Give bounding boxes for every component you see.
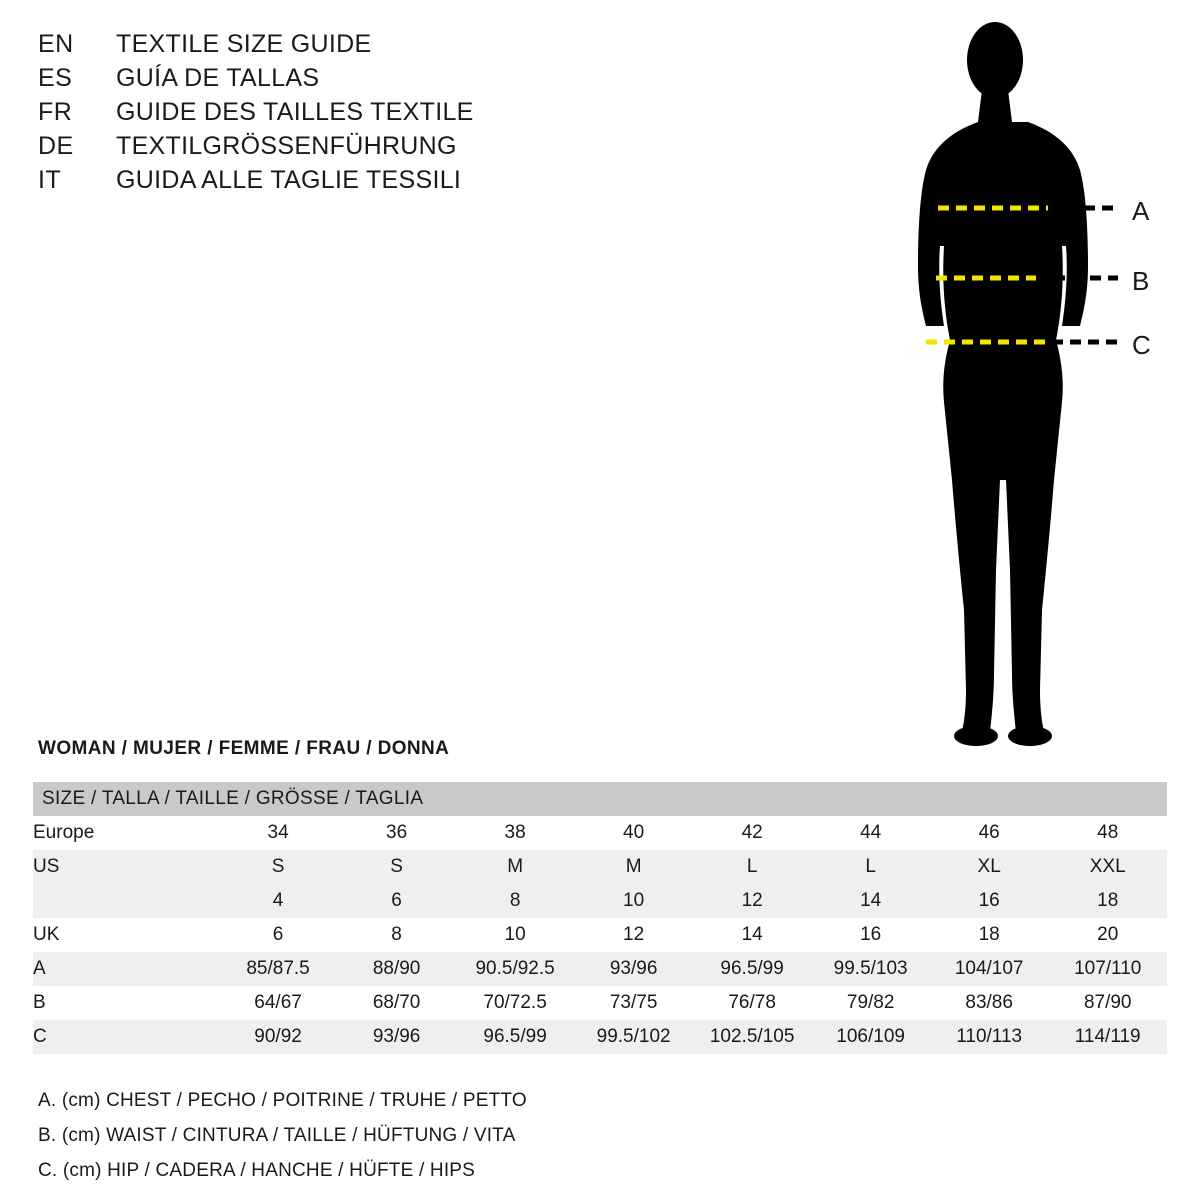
cell: 12 <box>693 884 812 918</box>
cell: 14 <box>811 884 930 918</box>
cell: 64/67 <box>219 986 338 1020</box>
cell: 10 <box>456 918 575 952</box>
language-title: GUIDE DES TAILLES TEXTILE <box>116 98 474 126</box>
cell: 96.5/99 <box>456 1020 575 1054</box>
cell: 93/96 <box>574 952 693 986</box>
cell: 8 <box>456 884 575 918</box>
cell: 44 <box>811 816 930 850</box>
legend-line-c: C. (cm) HIP / CADERA / HANCHE / HÜFTE / HIPS <box>38 1160 476 1181</box>
table-row <box>33 1020 1167 1054</box>
cell: 90.5/92.5 <box>456 952 575 986</box>
cell: S <box>337 850 456 884</box>
cell: 38 <box>456 816 575 850</box>
legend-line-a: A. (cm) CHEST / PECHO / POITRINE / TRUHE / PETTO <box>38 1090 527 1111</box>
cell: L <box>693 850 812 884</box>
measure-letter-b: B <box>1132 266 1150 296</box>
language-header-block <box>38 30 598 200</box>
cell: 36 <box>337 816 456 850</box>
language-code: IT <box>38 166 62 194</box>
language-row <box>38 30 598 59</box>
cell: 83/86 <box>930 986 1049 1020</box>
cell: 85/87.5 <box>219 952 338 986</box>
cell: 107/110 <box>1048 952 1167 986</box>
cell: 18 <box>1048 884 1167 918</box>
cell: 34 <box>219 816 338 850</box>
table-row <box>33 884 1167 918</box>
cell: 102.5/105 <box>693 1020 812 1054</box>
cell: 76/78 <box>693 986 812 1020</box>
cell: 110/113 <box>930 1020 1049 1054</box>
language-row <box>38 132 598 161</box>
cell: 6 <box>337 884 456 918</box>
cell: 20 <box>1048 918 1167 952</box>
cell: 18 <box>930 918 1049 952</box>
row-label <box>33 884 219 918</box>
cell: 16 <box>930 884 1049 918</box>
cell: 93/96 <box>337 1020 456 1054</box>
language-row <box>38 166 598 195</box>
language-title: GUIDA ALLE TAGLIE TESSILI <box>116 166 462 194</box>
cell: M <box>574 850 693 884</box>
cell: L <box>811 850 930 884</box>
cell: 79/82 <box>811 986 930 1020</box>
cell: 16 <box>811 918 930 952</box>
cell: 12 <box>574 918 693 952</box>
cell: 14 <box>693 918 812 952</box>
cell: 90/92 <box>219 1020 338 1054</box>
cell: 42 <box>693 816 812 850</box>
cell: S <box>219 850 338 884</box>
language-code: FR <box>38 98 73 126</box>
row-label: B <box>33 986 219 1020</box>
cell: 106/109 <box>811 1020 930 1054</box>
measure-letter-a: A <box>1132 196 1150 226</box>
cell: 87/90 <box>1048 986 1167 1020</box>
table-header-row <box>33 782 1167 816</box>
cell: 99.5/103 <box>811 952 930 986</box>
row-label: US <box>33 850 219 884</box>
cell: 40 <box>574 816 693 850</box>
cell: 88/90 <box>337 952 456 986</box>
cell: 48 <box>1048 816 1167 850</box>
table-row <box>33 850 1167 884</box>
language-code: ES <box>38 64 73 92</box>
cell: M <box>456 850 575 884</box>
table-row <box>33 918 1167 952</box>
section-title: WOMAN / MUJER / FEMME / FRAU / DONNA <box>38 738 450 759</box>
cell: 4 <box>219 884 338 918</box>
cell: 70/72.5 <box>456 986 575 1020</box>
cell: 6 <box>219 918 338 952</box>
cell: 10 <box>574 884 693 918</box>
female-silhouette-icon <box>860 10 1190 750</box>
row-label: UK <box>33 918 219 952</box>
cell: 8 <box>337 918 456 952</box>
language-title: TEXTILE SIZE GUIDE <box>116 30 372 58</box>
table-row <box>33 816 1167 850</box>
cell: 68/70 <box>337 986 456 1020</box>
table-header-label: SIZE / TALLA / TAILLE / GRÖSSE / TAGLIA <box>33 782 1167 816</box>
cell: 46 <box>930 816 1049 850</box>
measure-letter-c: C <box>1132 330 1151 360</box>
row-label: A <box>33 952 219 986</box>
language-code: DE <box>38 132 74 160</box>
cell: 114/119 <box>1048 1020 1167 1054</box>
row-label: Europe <box>33 816 219 850</box>
table-row <box>33 986 1167 1020</box>
language-code: EN <box>38 30 74 58</box>
cell: XL <box>930 850 1049 884</box>
size-table <box>33 782 1167 1054</box>
body-figure <box>860 10 1190 750</box>
legend-line-b: B. (cm) WAIST / CINTURA / TAILLE / HÜFTUNG / VITA <box>38 1125 516 1146</box>
cell: XXL <box>1048 850 1167 884</box>
cell: 104/107 <box>930 952 1049 986</box>
language-title: TEXTILGRÖSSENFÜHRUNG <box>116 132 457 160</box>
language-row <box>38 98 598 127</box>
language-title: GUÍA DE TALLAS <box>116 64 320 92</box>
measurement-legend <box>38 1090 527 1195</box>
language-row <box>38 64 598 93</box>
cell: 73/75 <box>574 986 693 1020</box>
cell: 99.5/102 <box>574 1020 693 1054</box>
row-label: C <box>33 1020 219 1054</box>
cell: 96.5/99 <box>693 952 812 986</box>
table-row <box>33 952 1167 986</box>
